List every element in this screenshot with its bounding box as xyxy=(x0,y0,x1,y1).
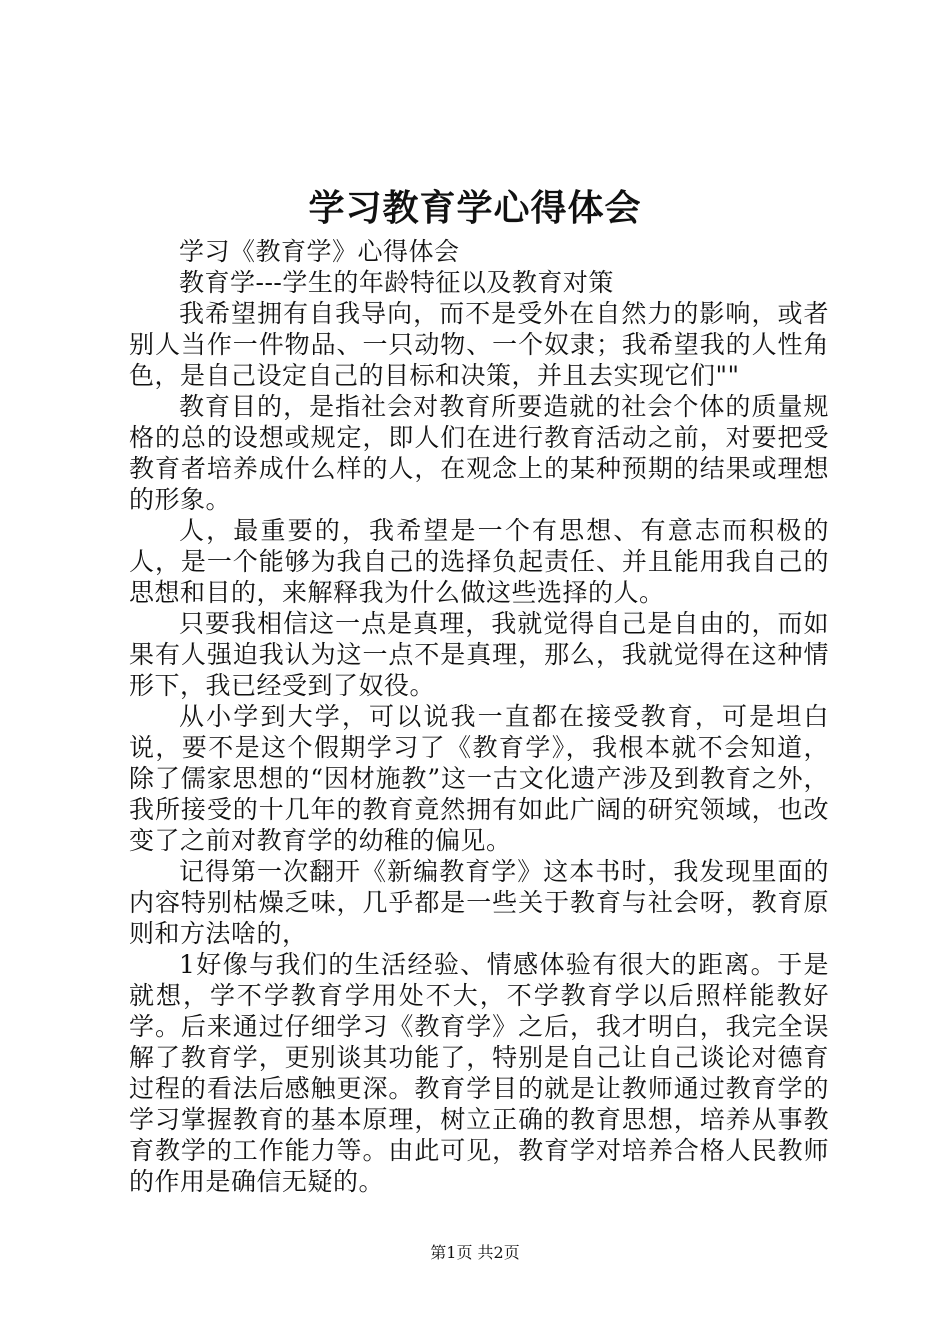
paragraph: 从小学到大学，可以说我一直都在接受教育，可是坦白说，要不是这个假期学习了《教育学》，我根本就不会知道，除了儒家思想的“因材施教”这一古文化遗产涉及到教育之外，我所接受的十几年的教育竟然拥有如此广阔的研究领域，也改变了之前对教育学的幼稚的偏见。 xyxy=(129,702,829,855)
paragraph: 1好像与我们的生活经验、情感体验有很大的距离。于是就想，学不学教育学用处不大，不学教育学以后照样能教好学。后来通过仔细学习《教育学》之后，我才明白，我完全误解了教育学，更别谈其功能了，特别是自己让自己谈论对德育过程的看法后感触更深。教育学目的就是让教师通过教育学的学习掌握教育的基本原理，树立正确的教育思想，培养从事教育教学的工作能力等。由此可见，教育学对培养合格人民教师的作用是确信无疑的。 xyxy=(129,950,829,1196)
paragraph: 教育目的，是指社会对教育所要造就的社会个体的质量规格的总的设想或规定，即人们在进行教育活动之前，对要把受教育者培养成什么样的人，在观念上的某种预期的结果或理想的形象。 xyxy=(129,392,829,514)
paragraph: 学习《教育学》心得体会 xyxy=(179,237,460,266)
page-footer: 第1页 共2页 xyxy=(430,1243,520,1262)
document-body xyxy=(129,236,829,1197)
paragraph: 只要我相信这一点是真理，我就觉得自己是自由的，而如果有人强迫我认为这一点不是真理，那么，我就觉得在这种情形下，我已经受到了奴役。 xyxy=(129,609,829,700)
paragraph: 人，最重要的，我希望是一个有思想、有意志而积极的人，是一个能够为我自己的选择负起责任、并且能用我自己的思想和目的，来解释我为什么做这些选择的人。 xyxy=(129,516,829,607)
paragraph: 我希望拥有自我导向，而不是受外在自然力的影响，或者别人当作一件物品、一只动物、一个奴隶；我希望我的人性角色，是自己设定自己的目标和决策，并且去实现它们"" xyxy=(129,299,829,390)
paragraph: 教育学---学生的年龄特征以及教育对策 xyxy=(179,268,614,297)
paragraph: 记得第一次翻开《新编教育学》这本书时，我发现里面的内容特别枯燥乏味，几乎都是一些关于教育与社会呀，教育原则和方法啥的， xyxy=(129,857,829,948)
document-title: 学习教育学心得体会 xyxy=(308,187,642,229)
